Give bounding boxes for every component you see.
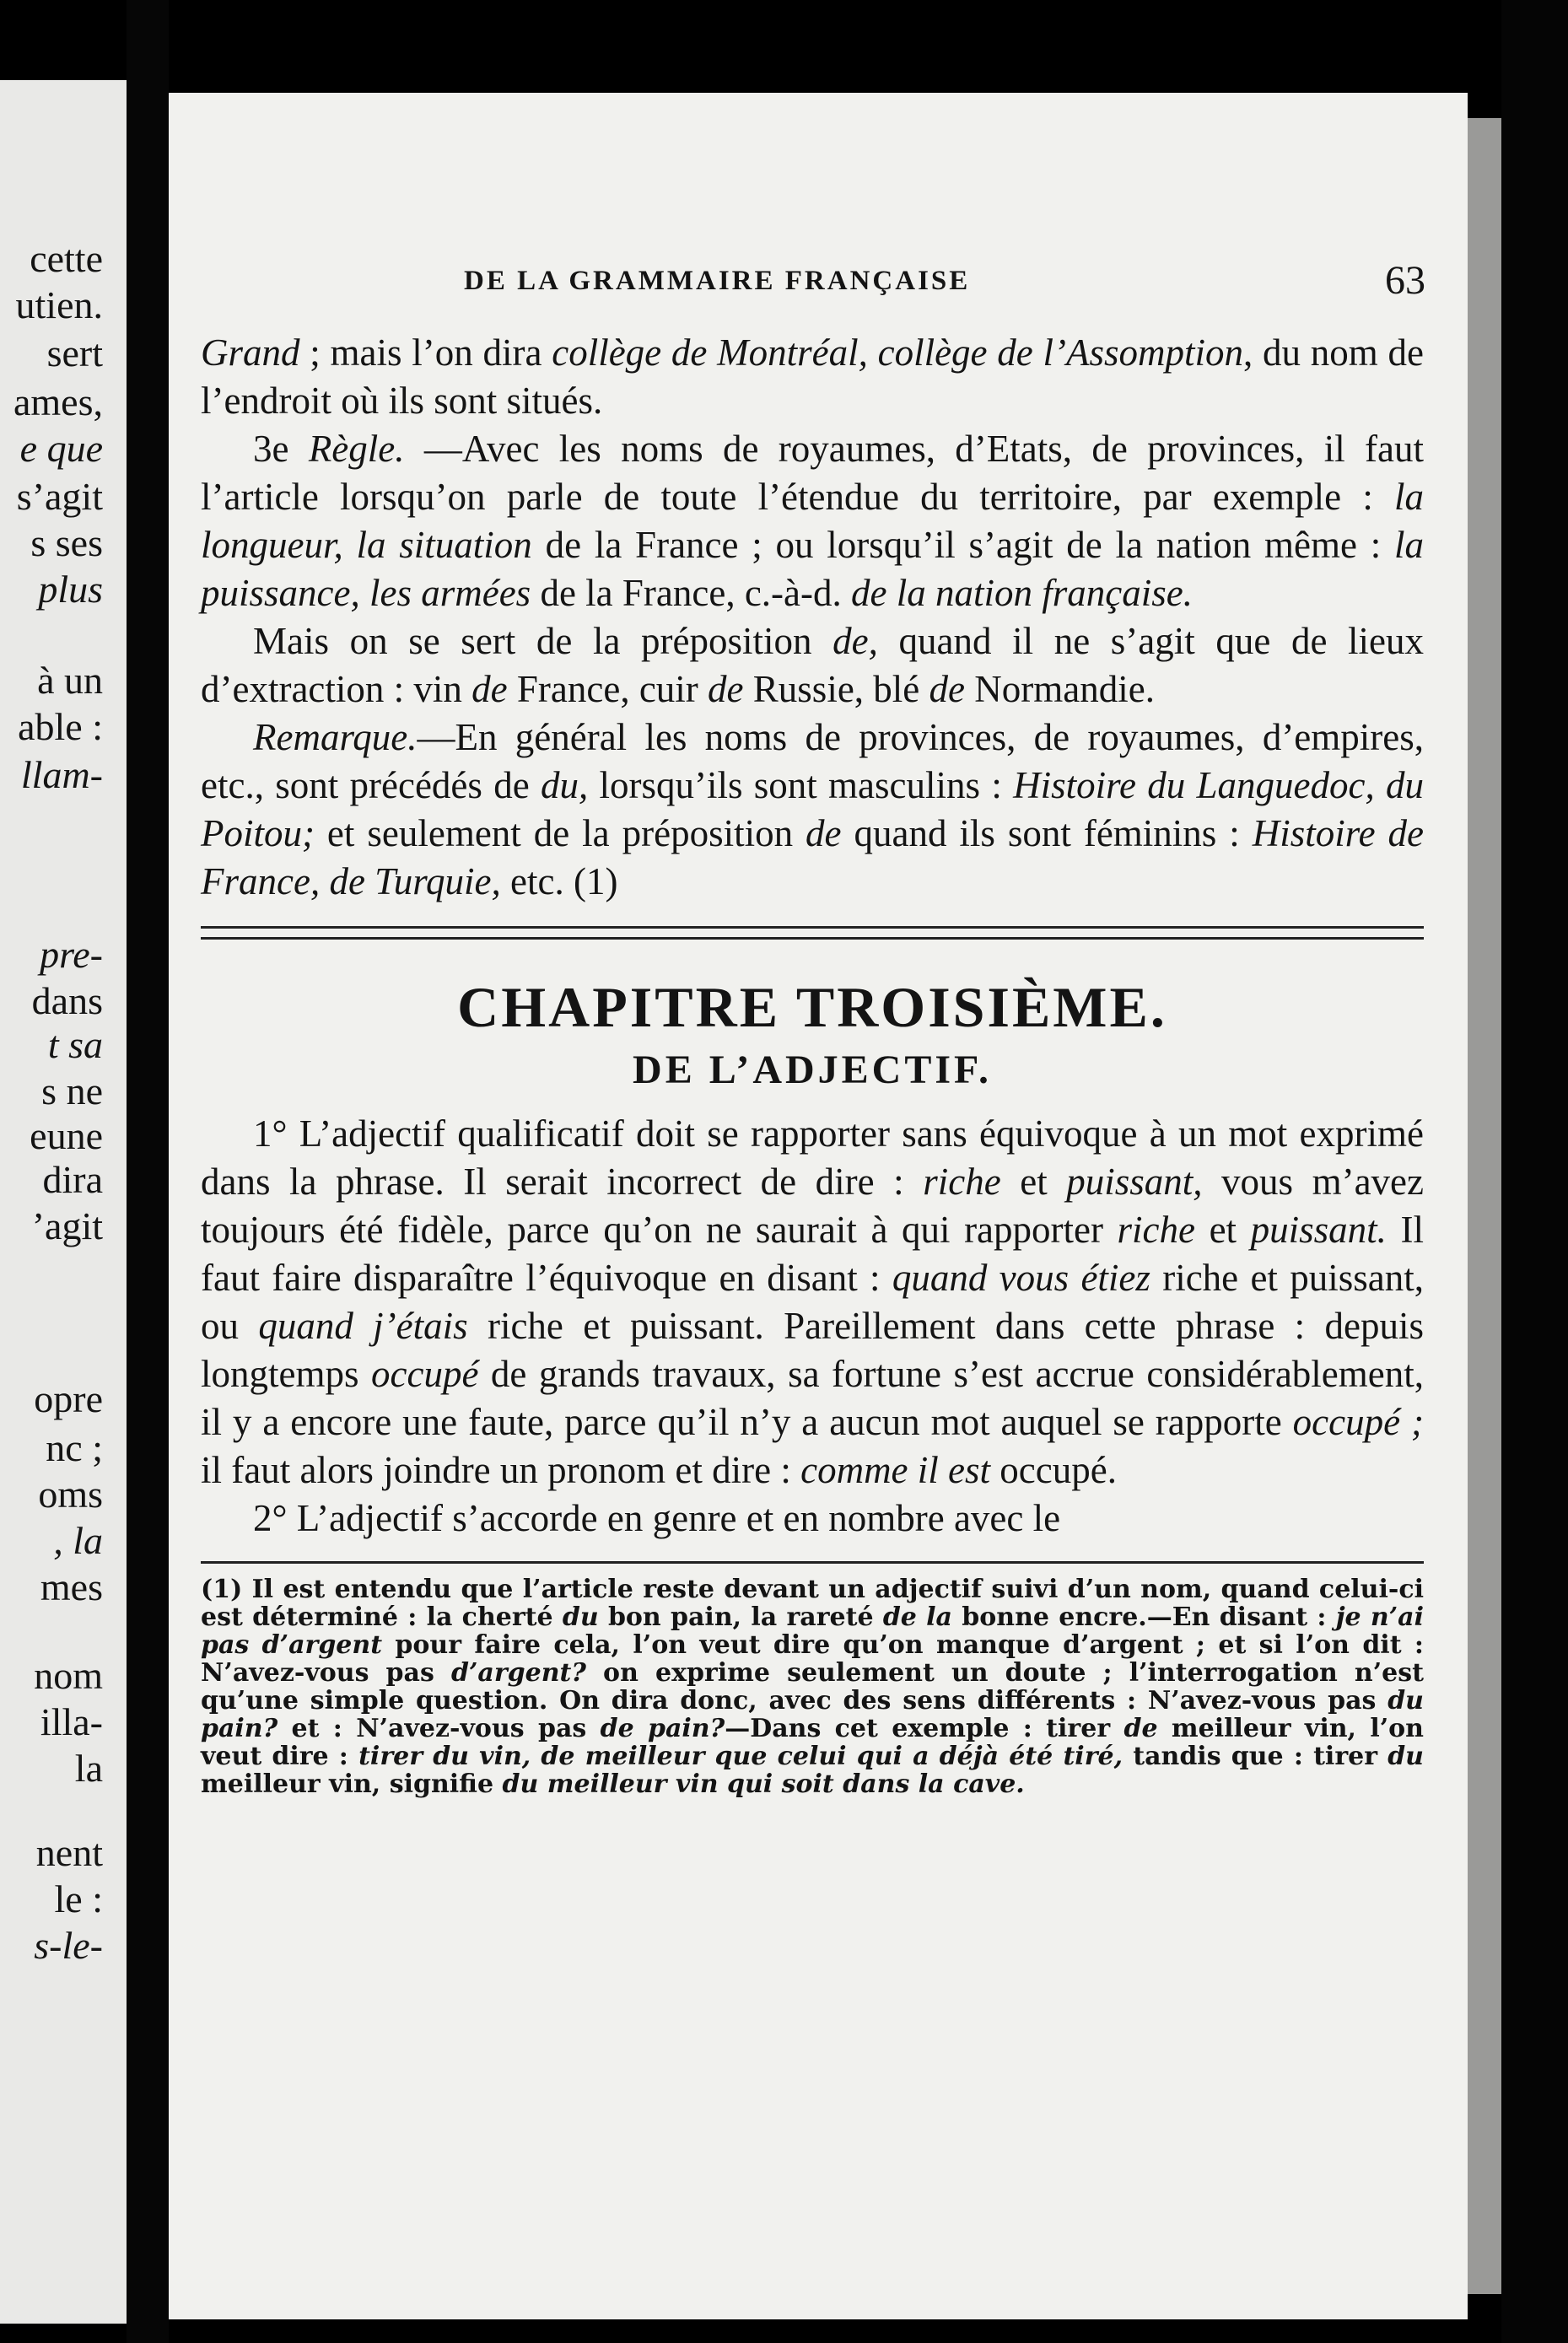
- text-run: tandis que : tirer: [1123, 1742, 1388, 1771]
- italic-run: tirer du vin, de meilleur que celui qui a déjà été tiré,: [358, 1742, 1123, 1771]
- italic-run: quand vous étiez: [892, 1257, 1150, 1299]
- text-run: on exprime seulement un doute ; l’interrogation n’est qu’une simple question. On dira donc, avec des sens différents : N’avez-vous pas: [201, 1658, 1424, 1716]
- text-run: —Dans cet exemple : tirer: [725, 1714, 1124, 1743]
- italic-run: de: [806, 812, 842, 854]
- italic-run: occupé ;: [1292, 1401, 1425, 1443]
- italic-run: quand j’étais: [258, 1305, 468, 1347]
- text-run: —En général les noms de provinces, de royaumes, d’empires, etc., sont précédés de: [201, 716, 1424, 806]
- text-run: ; mais l’on dira: [299, 331, 552, 374]
- text-run: de grands travaux, sa fortune s’est accrue considérablement, il y a encore une faute, parce qu’il n’y a aucun mot auquel se rapporte: [201, 1353, 1424, 1443]
- italic-run: occupé: [371, 1353, 479, 1395]
- text-run: et seulement de la préposition: [314, 812, 806, 854]
- left-page-text-fragment: s’agit: [16, 475, 103, 518]
- italic-run: de: [1123, 1714, 1158, 1743]
- italic-run: du: [1387, 1686, 1424, 1716]
- text-run: de la France, c.-à-d.: [531, 572, 851, 614]
- italic-run: du,: [540, 764, 589, 806]
- text-run: 3e: [253, 428, 309, 470]
- text-run: etc. (1): [500, 860, 618, 902]
- text-run: riche et puissant, ou: [201, 1257, 1424, 1347]
- scan-border: [1501, 0, 1568, 2343]
- italic-run: de: [471, 668, 508, 710]
- left-page-text-fragment: nom: [34, 1654, 103, 1697]
- text-run: bon pain, la rareté: [598, 1602, 883, 1632]
- italic-run: d’argent?: [450, 1658, 586, 1688]
- left-page-text-fragment: able :: [18, 705, 103, 748]
- italic-run: collège de Montréal, collège de l’Assomption: [552, 331, 1243, 374]
- left-page-text-fragment: llam-: [20, 753, 103, 796]
- text-run: il faut alors joindre un pronom et dire :: [201, 1449, 801, 1491]
- paragraph: [201, 617, 1424, 714]
- italic-run: du meilleur vin qui soit dans la cave.: [502, 1769, 1025, 1799]
- running-head: DE LA GRAMMAIRE FRANÇAISE: [464, 266, 971, 296]
- text-run: Russie, blé: [743, 668, 929, 710]
- italic-run: du: [562, 1602, 599, 1632]
- italic-run: pain?: [201, 1714, 278, 1743]
- left-page-text-fragment: le :: [54, 1877, 103, 1920]
- italic-run: du: [1387, 1742, 1424, 1771]
- text-run: et : N’avez-vous pas: [277, 1714, 601, 1743]
- text-run: riche et puissant. Pareillement dans cette phrase : depuis longtemps: [201, 1305, 1424, 1395]
- left-page-text-fragment: mes: [40, 1565, 103, 1608]
- left-page-text-fragment: s-le-: [34, 1924, 103, 1967]
- italic-run: la puissance, les armées: [201, 524, 1424, 614]
- section-adjectif: [201, 1110, 1424, 1543]
- italic-run: de la nation française.: [851, 572, 1193, 614]
- text-run: lorsqu’ils sont masculins :: [588, 764, 1014, 806]
- italic-run: de: [929, 668, 966, 710]
- text-run: (1) Il est entendu que l’article reste devant un adjectif suivi d’un nom, quand celui-ci est déterminé : la cherté: [201, 1575, 1424, 1632]
- text-run: meilleur vin, signifie: [201, 1769, 503, 1799]
- left-page-text-fragment: sert: [46, 331, 103, 374]
- text-run: et: [1000, 1161, 1067, 1203]
- text-run: de la France ; ou lorsqu’il s’agit de la nation même :: [531, 524, 1394, 566]
- left-page-text-fragment: plus: [38, 568, 103, 611]
- italic-run: la longueur, la situation: [201, 476, 1424, 566]
- page-header: [169, 257, 1468, 316]
- left-page-text-fragment: nc ;: [46, 1426, 103, 1469]
- italic-run: Règle.: [308, 428, 405, 470]
- paragraph: [201, 1495, 1424, 1543]
- left-page-text-fragment: e que: [19, 427, 103, 470]
- italic-run: de la: [882, 1602, 952, 1632]
- text-run: vous m’avez toujours été fidèle, parce qu’on ne saurait à qui rapporter: [201, 1161, 1424, 1251]
- left-page-text-fragment: dira: [42, 1158, 103, 1201]
- left-page-text-fragment: utien.: [15, 283, 103, 326]
- italic-run: de pain?: [600, 1714, 725, 1743]
- left-page-text-fragment: la: [74, 1747, 103, 1790]
- italic-run: riche: [923, 1161, 1001, 1203]
- left-page-text-fragment: s ses: [30, 521, 103, 564]
- italic-run: Histoire de France, de Turquie,: [201, 812, 1424, 902]
- left-page-text-fragment: s ne: [41, 1069, 103, 1112]
- chapter-divider: [201, 926, 1424, 940]
- left-page-text-fragment: à un: [37, 659, 103, 702]
- chapter-subtitle: DE L’ADJECTIF.: [633, 1048, 992, 1092]
- text-run: et: [1195, 1209, 1251, 1251]
- text-run: Il faut faire disparaître l’équivoque en disant :: [201, 1209, 1424, 1299]
- left-page-text-fragment: ames,: [13, 380, 103, 423]
- page-edge-shadow: [1468, 118, 1501, 2294]
- text-run: France, cuir: [507, 668, 709, 710]
- italic-run: puissant,: [1066, 1161, 1203, 1203]
- text-run: 2° L’adjectif s’accorde en genre et en nombre avec le: [253, 1497, 1061, 1539]
- italic-run: Grand: [201, 331, 300, 374]
- text-run: occupé.: [990, 1449, 1117, 1491]
- italic-run: Histoire du Languedoc, du Poitou;: [201, 764, 1425, 854]
- left-page-text-fragment: ’agit: [31, 1204, 103, 1247]
- left-page-text-fragment: pre-: [40, 933, 103, 976]
- footnote: [201, 1575, 1424, 1798]
- italic-run: comme il est: [800, 1449, 991, 1491]
- text-run: Normandie.: [965, 668, 1155, 710]
- paragraph: [201, 714, 1424, 906]
- left-page-fragment: [0, 80, 127, 2324]
- paragraph: [201, 425, 1424, 617]
- left-page-text-fragment: eune: [30, 1114, 103, 1157]
- left-page-text-fragment: t sa: [47, 1023, 103, 1066]
- left-page-text-fragment: dans: [31, 979, 103, 1022]
- text-run: pour faire cela, l’on veut dire qu’on manque d’argent ; et si l’on dit : N’avez-vous pas: [201, 1630, 1424, 1688]
- page-body: [201, 329, 1424, 1798]
- chapter-title: CHAPITRE TROISIÈME.: [457, 975, 1167, 1039]
- text-run: bonne encre.—En disant :: [952, 1602, 1336, 1632]
- text-run: quand ils sont féminins :: [841, 812, 1253, 854]
- text-run: Mais on se sert de la préposition: [253, 620, 833, 662]
- left-page-text-fragment: , la: [53, 1519, 103, 1562]
- italic-run: Remarque.: [253, 716, 418, 758]
- left-page-text-fragment: nent: [35, 1831, 103, 1874]
- text-run: quand il ne s’agit que de lieux d’extraction : vin: [201, 620, 1424, 710]
- book-gutter: [127, 0, 169, 2343]
- page-number: 63: [1385, 258, 1425, 303]
- book-page: [169, 93, 1468, 2319]
- italic-run: riche: [1117, 1209, 1196, 1251]
- italic-run: puissant.: [1250, 1209, 1387, 1251]
- italic-run: de: [708, 668, 744, 710]
- paragraph: [201, 329, 1424, 425]
- text-run: , du nom de l’endroit où ils sont situés.: [201, 331, 1424, 422]
- italic-run: de,: [832, 620, 878, 662]
- text-run: 1° L’adjectif qualificatif doit se rapporter sans équivoque à un mot exprimé dans la phrase. Il serait incorrect de dire :: [201, 1112, 1424, 1203]
- section-articles: [201, 329, 1424, 906]
- italic-run: je n’ai pas d’argent: [201, 1602, 1424, 1660]
- text-run: meilleur vin, l’on veut dire :: [201, 1714, 1424, 1771]
- text-run: —Avec les noms de royaumes, d’Etats, de provinces, il faut l’article lorsqu’on parle de toute l’étendue du territoire, par exemple :: [201, 428, 1424, 518]
- left-page-text-fragment: opre: [34, 1377, 103, 1420]
- paragraph: [201, 1110, 1424, 1495]
- left-page-text-fragment: cette: [30, 237, 103, 280]
- footnote-rule: [201, 1561, 1424, 1564]
- left-page-text-fragment: illa-: [40, 1700, 103, 1743]
- left-page-text-fragment: oms: [38, 1473, 103, 1516]
